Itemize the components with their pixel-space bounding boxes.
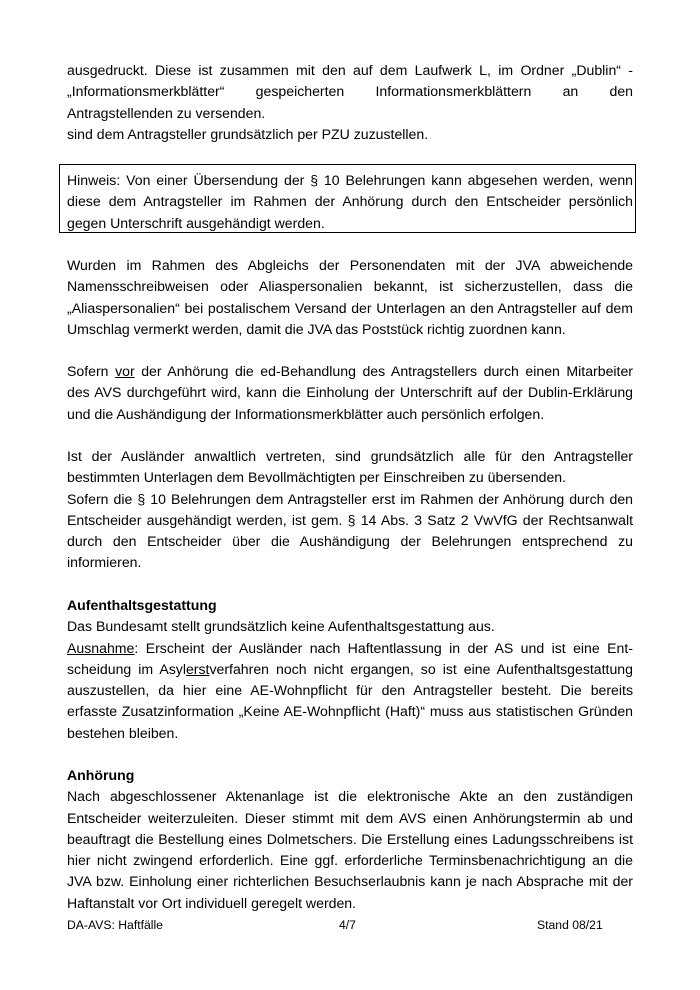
text-line: des AVS durchgeführt wird, kann die Einholung der Unterschrift auf der Dublin-Erklärung (67, 384, 633, 401)
text-line: informieren. (67, 554, 142, 571)
hint-text (67, 170, 633, 234)
footer-document-id: DA-AVS: Haftfälle (67, 918, 163, 932)
text-line: bestehen bleiben. (67, 724, 179, 741)
text-line: gegen Unterschrift ausgehändigt werden. (67, 214, 325, 231)
text-line: bestimmten Unterlagen dem Bevollmächtigten per Einschreiben zu übersenden. (67, 469, 567, 486)
text-line: ausgedruckt. Diese ist zusammen mit den auf dem Laufwerk L, im Ordner „Dublin“ - (67, 62, 633, 78)
text-line: JVA bzw. Einholung einer richterlichen Besuchserlaubnis kann je nach Absprache mit der (67, 873, 633, 890)
text-line: Entscheider ausgehändigt werden, ist gem. § 14 Abs. 3 Satz 2 VwVfG der Rechtsanwalt (67, 511, 633, 528)
text-line: Entscheider weiterzuleiten. Dieser stimmt mit dem AVS einen Anhörungstermin ab und (67, 809, 633, 826)
footer-version: Stand 08/21 (537, 918, 603, 932)
text-line: Sofern vor der Anhörung die ed-Behandlung des Antragstellers durch einen Mitarbeiter (67, 363, 633, 379)
paragraph-anwalt (67, 446, 633, 574)
section-heading: Aufenthaltsgestattung (67, 597, 217, 613)
paragraph-ed-behandlung (67, 361, 633, 425)
text-line: Das Bundesamt stellt grundsätzlich keine Aufenthaltsgestattung aus. (67, 618, 495, 635)
underlined-word: erst (185, 660, 210, 677)
text-line: „Informationsmerkblätter“ gespeicherten Informationsmerkblättern an den (67, 83, 633, 100)
text-line: Wurden im Rahmen des Abgleichs der Personendaten mit der JVA abweichende (67, 257, 633, 273)
paragraph-aliaspersonalien (67, 255, 633, 340)
text-line: Hinweis: Von einer Übersendung der § 10 Belehrungen kann abgesehen werden, wenn (67, 172, 633, 188)
text-line: Sofern die § 10 Belehrungen dem Antragsteller erst im Rahmen der Anhörung durch den (67, 490, 633, 507)
text-line: Nach abgeschlossener Aktenanlage ist die elektronische Akte an den zuständigen (67, 788, 633, 805)
text-line: sind dem Antragsteller grundsätzlich per PZU zuzustellen. (67, 125, 429, 142)
text-line: beauftragt die Bestellung eines Dolmetschers. Die Erstellung eines Ladungsschreibens ist (67, 830, 633, 847)
text-line: „Aliaspersonalien“ bei postalischem Versand der Unterlagen an den Antragsteller auf dem (67, 299, 633, 316)
underlined-word: Ausnahme (67, 639, 135, 656)
text-line: Antragstellenden zu versenden. (67, 104, 266, 121)
underlined-word: vor (115, 363, 135, 379)
section-heading: Anhörung (67, 767, 135, 783)
text-line: durch den Entscheider über die Aushändigung der Belehrungen entsprechend zu (67, 533, 633, 550)
footer-page-number: 4/7 (339, 918, 356, 932)
text-line: diese dem Antragsteller im Rahmen der Anhörung durch den Entscheider persönlich (67, 193, 633, 210)
section-anhoerung (67, 765, 633, 914)
text-line: Haftanstalt vor Ort individuell geregelt werden. (67, 894, 357, 911)
section-aufenthaltsgestattung (67, 595, 633, 744)
text-line: und die Aushändigung der Informationsmerkblätter auch persönlich erfolgen. (67, 405, 545, 422)
text-line: auszustellen, da hier eine AE-Wohnpflicht für den Antragsteller besteht. Die bereits (67, 682, 633, 699)
text-line: Ausnahme: Erscheint der Ausländer nach Haftentlassung in der AS und ist eine Ent- (67, 639, 633, 656)
text-line: scheidung im Asylerstverfahren noch nicht ergangen, so ist eine Aufenthaltsgestattung (67, 660, 633, 677)
text-line: Ist der Ausländer anwaltlich vertreten, sind grundsätzlich alle für den Antragsteller (67, 448, 633, 464)
text-line: Namensschreibweisen oder Aliaspersonalien bekannt, ist sicherzustellen, dass die (67, 278, 633, 295)
text-line: Umschlag vermerkt werden, damit die JVA das Poststück richtig zuordnen kann. (67, 320, 566, 337)
paragraph-versand (67, 60, 633, 145)
text-line: hier nicht zwingend erforderlich. Eine ggf. erforderliche Terminsbenachrichtigung an die (67, 852, 633, 869)
text-line: erfasste Zusatzinformation „Keine AE-Wohnpflicht (Haft)“ muss aus statistischen Gründen (67, 703, 633, 720)
